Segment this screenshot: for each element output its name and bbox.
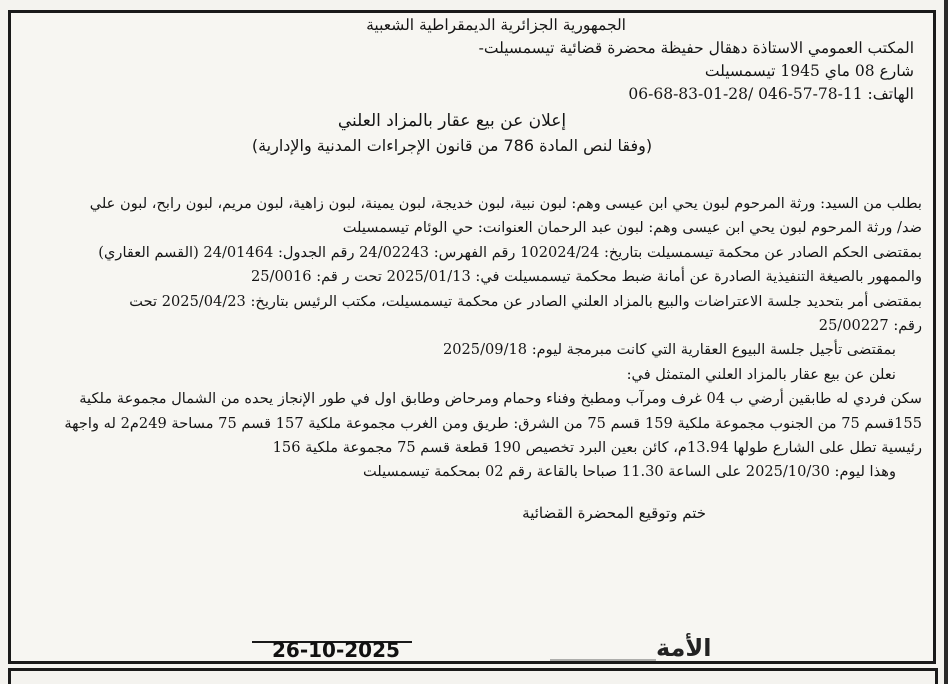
signature-line: ختم وتوقيع المحضرة القضائية — [522, 503, 706, 522]
phone-label: الهاتف: — [867, 85, 914, 103]
notice-subtitle: (وفقا لنص المادة 786 من قانون الإجراءات المدنية والإدارية) — [251, 136, 653, 155]
phone-value: 06-68-83-01-28/ 046-57-78-11 — [628, 85, 863, 103]
property-line-1: سكن فردي له طابقين أرضي ب 04 غرف ومرآب ومطبخ وفناء وحمام ومرحاض وطابق اول في طور الإنجاز يحده من الشمال مجموعة ملكية — [79, 390, 922, 408]
announcement-line: نعلن عن بيع عقار بالمزاد العلني المتمثل في: — [626, 365, 896, 383]
judgment-line-1: بمقتضى الحكم الصادر عن محكمة تيسمسيلت بتاريخ: 102024/24 رقم الفهرس: 24/02243 رقم الجدول: 24/01464 (القسم العقاري) — [98, 243, 922, 261]
property-line-3: رئيسية تطل على الشارع طولها 13.94م، كائن بعين البرد تخصيص 190 قطعة قسم 75 مجموعة ملكية 156 — [272, 439, 922, 457]
postponement-line: بمقتضى تأجيل جلسة البيوع العقارية التي كانت مبرمجة ليوم: 2025/09/18 — [442, 341, 896, 359]
order-line-2: رقم: 25/00227 — [818, 317, 922, 335]
office-address: شارع 08 ماي 1945 تيسمسيلت — [704, 62, 914, 80]
auction-date-line: وهذا ليوم: 2025/10/30 على الساعة 11.30 صباحا بالقاعة رقم 02 بمحكمة تيسمسيلت — [362, 463, 896, 481]
notice-title: إعلان عن بيع عقار بالمزاد العلني — [337, 111, 567, 131]
logo-text: الأمة — [656, 634, 712, 662]
newspaper-logo — [544, 632, 712, 666]
page-edge — [944, 0, 948, 684]
property-line-2: 155قسم 75 من الجنوب مجموعة ملكية 159 قسم 75 من الشرق: طريق ومن الغرب مجموعة ملكية 157 قسم 75 مساحة 249م2 له واجهة — [64, 414, 922, 432]
request-line-2: ضد/ ورثة المرحوم لبون يحي ابن عيسى وهم: لبون عبد الرحمان العنوانت: حي الوئام تيسمسيلت — [342, 219, 922, 237]
republic-heading: الجمهورية الجزائرية الديمقراطية الشعبية — [366, 16, 626, 34]
bottom-rule — [8, 668, 938, 684]
notice-body — [18, 192, 926, 485]
office-phone — [18, 83, 926, 106]
order-line-1: بمقتضى أمر بتحديد جلسة الاعتراضات والبيع بالمزاد العلني الصادر عن محكمة تيسمسيلت، مكتب الرئيس بتاريخ: 2025/04/23 تحت — [129, 292, 922, 310]
office-name: المكتب العمومي الاستاذة دهقال حفيظة محضرة قضائية تيسمسيلت- — [478, 39, 914, 57]
publication-date: 26-10-2025 — [272, 638, 400, 662]
notice-document — [18, 14, 926, 540]
request-line-1: بطلب من السيد: ورثة المرحوم لبون يحي ابن عيسى وهم: لبون نبية، لبون خديجة، لبون يمينة، لبون زاهية، لبون مريم، لبون رابح، لبون علي — [89, 195, 922, 212]
judgment-line-2: والممهور بالصيغة التنفيذية الصادرة عن أمانة ضبط محكمة تيسمسيلت في: 2025/01/13 تحت ر قم: 25/0016 — [250, 268, 922, 286]
